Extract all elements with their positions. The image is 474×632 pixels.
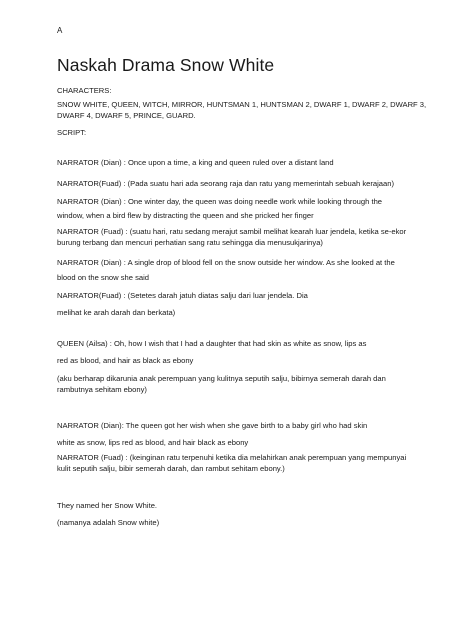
- script-line: white as snow, lips red as blood, and hair black as ebony: [57, 438, 249, 447]
- script-line: NARRATOR (Dian) : A single drop of blood fell on the snow outside her window. As she looked at the: [57, 258, 395, 267]
- script-line: NARRATOR (Dian) : Once upon a time, a king and queen ruled over a distant land: [57, 158, 334, 167]
- script-line: NARRATOR(Fuad) : (Setetes darah jatuh diatas salju dari luar jendela. Dia: [57, 291, 308, 300]
- script-line: NARRATOR (Fuad) : (suatu hari, ratu sedang merajut sambil melihat kearah luar jendela, ketika se-ekor burung terbang dan mencuri perhatian sang ratu sehingga dia menusukjarinya): [57, 227, 407, 247]
- characters-list: SNOW WHITE, QUEEN, WITCH, MIRROR, HUNTSMAN 1, HUNTSMAN 2, DWARF 1, DWARF 2, DWARF 3, DWARF 4, DWARF 5, PRINCE, GUARD.: [57, 100, 427, 120]
- characters-label: CHARACTERS:: [57, 86, 112, 95]
- script-line: NARRATOR (Fuad) : (keinginan ratu terpenuhi ketika dia melahirkan anak perempuan yang mempunyai kulit seputih salju, bibir semerah darah, dan rambut sehitam ebony.): [57, 453, 407, 473]
- script-line: blood on the snow she said: [57, 273, 150, 282]
- page-title: Naskah Drama Snow White: [57, 55, 275, 75]
- script-line: NARRATOR(Fuad) : (Pada suatu hari ada seorang raja dan ratu yang memerintah sebuah kerajaan): [57, 179, 394, 188]
- script-line: QUEEN (Ailsa) : Oh, how I wish that I had a daughter that had skin as white as snow, lips as: [57, 339, 367, 348]
- script-line: They named her Snow White.: [57, 501, 158, 510]
- script-line: red as blood, and hair as black as ebony: [57, 356, 194, 365]
- script-line: NARRATOR (Dian): The queen got her wish when she gave birth to a baby girl who had skin: [57, 421, 368, 430]
- script-line: (namanya adalah Snow white): [57, 518, 160, 527]
- script-label: SCRIPT:: [57, 128, 87, 137]
- header-mark: A: [57, 26, 63, 35]
- script-line: melihat ke arah darah dan berkata): [57, 308, 176, 317]
- script-line: (aku berharap dikarunia anak perempuan yang kulitnya seputih salju, bibirnya semerah darah dan rambutnya sehitam ebony): [57, 374, 386, 394]
- script-line: window, when a bird flew by distracting the queen and she pricked her finger: [57, 211, 314, 220]
- script-line: NARRATOR (Dian) : One winter day, the queen was doing needle work while looking through the: [57, 197, 383, 206]
